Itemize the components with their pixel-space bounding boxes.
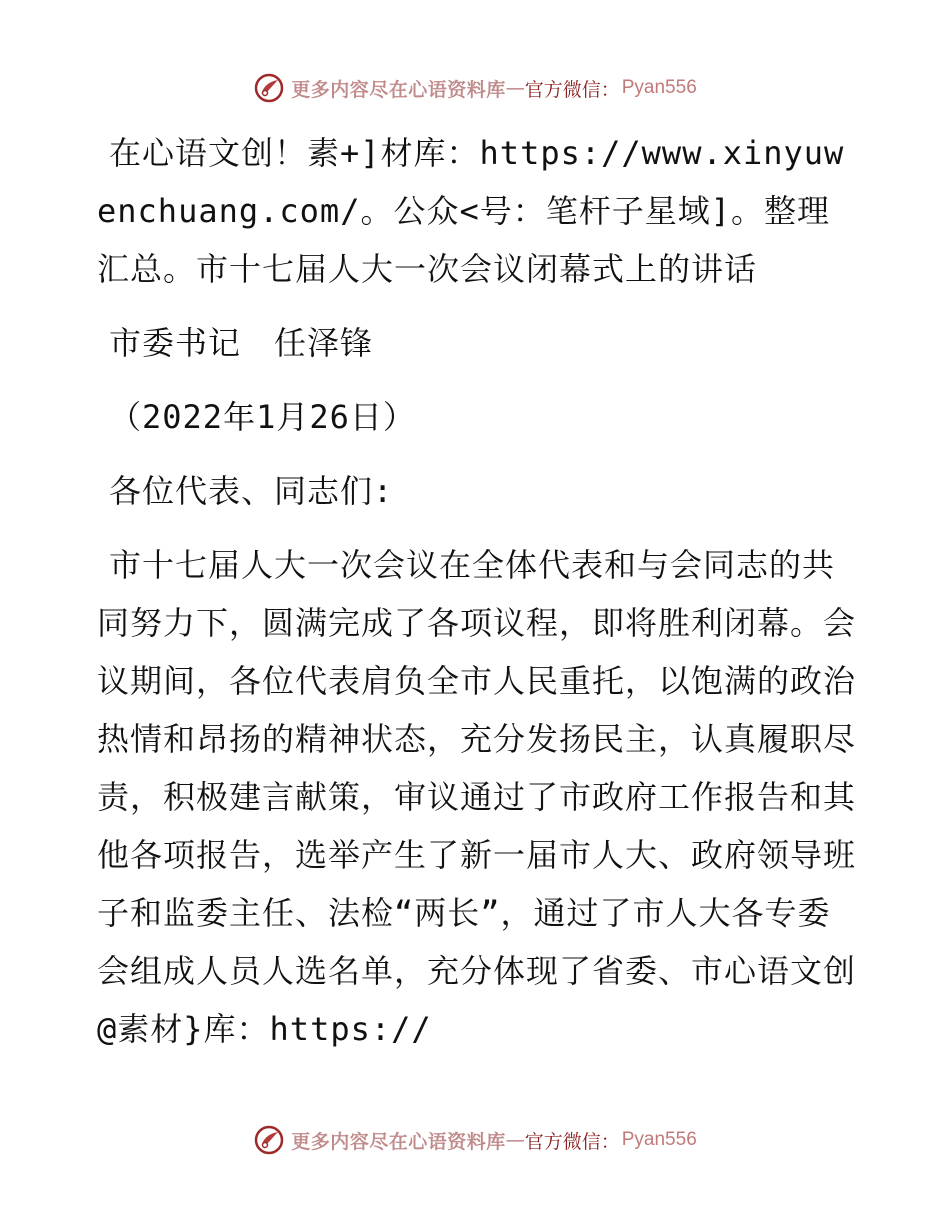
banner-separator: —	[505, 77, 525, 99]
brand-logo-icon	[253, 1124, 285, 1156]
intro-paragraph: 在心语文创！素+]材库：https://www.xinyuwenchuang.com/。公众<号：笔杆子星域]。整理汇总。市十七届人大一次会议闭幕式上的讲话	[97, 134, 845, 288]
banner-main-text: 更多内容尽在心语资料库	[291, 78, 506, 101]
header-watermark-banner	[0, 72, 950, 104]
author-line: 市委书记 任泽锋	[109, 324, 374, 362]
banner-wechat-label: 官方微信：	[524, 78, 620, 101]
banner-wechat-id: Pyan556	[621, 1129, 697, 1150]
banner-main-text: 更多内容尽在心语资料库	[291, 1130, 506, 1153]
banner-wechat-id: Pyan556	[621, 77, 697, 98]
salutation-line: 各位代表、同志们:	[109, 472, 394, 510]
banner-wechat-label: 官方微信：	[524, 1130, 620, 1153]
banner-separator: —	[505, 1129, 525, 1151]
brand-logo-icon	[253, 72, 285, 104]
date-line: （2022年1月26日）	[109, 398, 416, 436]
footer-watermark-banner	[0, 1124, 950, 1156]
document-body	[97, 124, 857, 1058]
body-paragraph: 市十七届人大一次会议在全体代表和与会同志的共同努力下，圆满完成了各项议程，即将胜利闭幕。会议期间，各位代表肩负全市人民重托，以饱满的政治热情和昂扬的精神状态，充分发扬民主，认真履职尽责，积极建言献策，审议通过了市政府工作报告和其他各项报告，选举产生了新一届市人大、政府领导班子和监委主任、法检“两长”，通过了市人大各专委会组成人员人选名单，充分体现了省委、市心语文创@素材}库：https://	[97, 546, 857, 1048]
